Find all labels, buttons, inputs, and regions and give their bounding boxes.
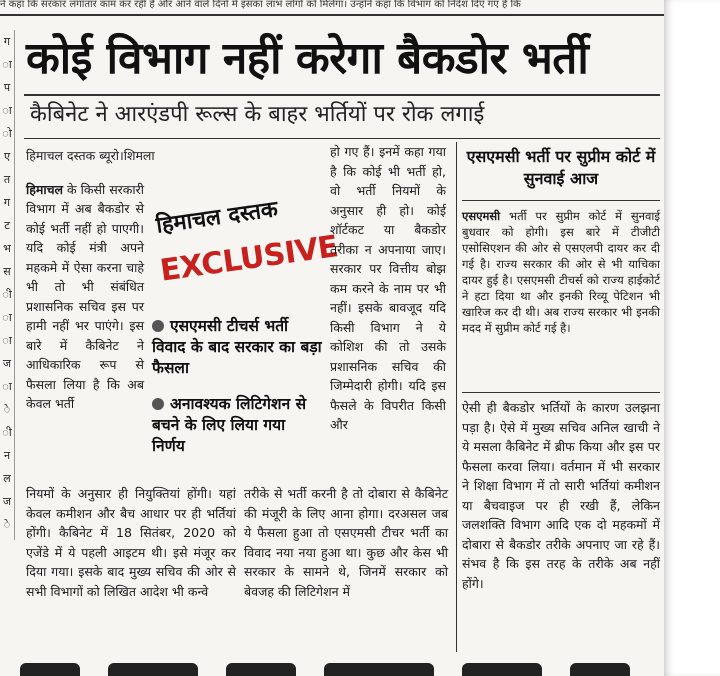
margin-fragment: प — [3, 81, 11, 94]
sidebox-body: एसएमसी भर्ती पर सुप्रीम कोर्ट में सुनवाई बुधवार को होगी। इस बारे में टीजीटी एसोसिएशन की ओर से एसएलपी दायर कर दी गई है। राज्य सरकार की ओर से भी याचिका दायर हुई है। एसएमसी टीचर्स को राज्य हाईकोर्ट ने हटा दिया था और इनकी रिव्यू पेटिशन भी खारिज कर दी थी। अब राज्य सरकार भी इनकी मदद में सुप्रीम कोर्ट गई है। — [462, 209, 661, 335]
top-cut-text: ने कहा कि सरकार लगातार काम कर रही है और आने वाले दिनों में इसका लाभ लोगों को मिलेगा। उन्होंने कहा कि विभाग को निर्देश दिए गए हैं कि — [0, 0, 664, 16]
margin-fragment: न — [3, 449, 11, 462]
margin-fragment: ल — [3, 472, 11, 485]
margin-fragment: भ — [3, 242, 11, 255]
margin-fragment: ा — [2, 104, 12, 117]
margin-fragment: स — [3, 265, 11, 278]
sidebox-title: एसएमसी भर्ती पर सुप्रीम कोर्ट में सुनवाई आज — [466, 147, 656, 188]
sidebox-bottom-rule — [462, 392, 660, 393]
margin-fragment: ए — [3, 150, 11, 163]
page-edge-background — [664, 0, 720, 676]
margin-fragment: ी — [2, 426, 12, 439]
article-column-1-bottom: नियमों के अनुसार ही नियुक्तियां होंगी। यहां केवल कमीशन और बैच आधार पर ही भर्तियां होंगी। कैबिनेट में 18 सितंबर, 2020 को एजेंडे में ये पहली आइटम थी। इसे मंजूर कर दिया गया। इसके बाद मुख्य सचिव की ओर से सभी विभागों को लिखित आदेश भी कन्वे — [26, 486, 236, 599]
left-margin-cut-text — [0, 30, 15, 540]
bullet-icon — [152, 398, 164, 410]
logo-exclusive-tag: EXCLUSIVE — [158, 229, 341, 289]
article-column-3: ऐसी ही बैकडोर भर्तियों के कारण उलझना पड़ा है। ऐसे में मुख्य सचिव अनिल खाची ने ये मसला कैबिनेट में ब्रीफ किया और इस पर फैसला करवा लिया। वर्तमान में भी सरकार ने शिक्षा विभाग में तो सारी भर्तियां कमीशन या बैचवाइज पर ही रखी हैं, लेकिन जलशक्ति विभाग आदि एक दो महकमों में दोबारा से बैकडोर तरीके अपनाए जा रहे हैं। संभव है कि इस तरह के तरीके अब नहीं होंगे। — [462, 400, 660, 591]
article-column-1-top — [26, 146, 155, 414]
margin-fragment: ज — [2, 495, 12, 508]
margin-fragment: े — [3, 403, 11, 416]
subhead-rule — [24, 138, 660, 139]
margin-fragment: ग — [3, 35, 11, 48]
sidebox-lead-word: एसएमसी — [462, 209, 501, 223]
column-divider — [456, 142, 457, 652]
margin-fragment: ी — [2, 288, 12, 301]
margin-fragment: ा — [2, 58, 12, 71]
margin-fragment: ज — [2, 357, 12, 370]
sidebox-divider — [462, 200, 660, 201]
headline-rule — [24, 94, 660, 96]
margin-fragment: त — [3, 173, 11, 186]
subheadline: कैबिनेट ने आरएंडपी रूल्स के बाहर भर्तियों पर रोक लगाई — [30, 102, 485, 127]
dateline — [26, 146, 236, 166]
bullet-icon — [152, 320, 164, 332]
article-column-2-top: हो गए हैं। इनमें कहा गया है कि कोई भी भर्ती हो, वो भर्ती नियमों के अनुसार ही हो। कोई शॉर्टकट या बैकडोर तरीका न अपनाया जाए। सरकार पर वित्तीय बोझ कम करने के नाम पर भी नहीं। इसके बावजूद यदि किसी विभाग ने ये कोशिश की तो उसके प्रशासनिक सचिव की जिम्मेदारी होगी। यदि इस फैसले के विपरीत किसी और — [330, 144, 446, 432]
dateline-bureau: हिमाचल दस्तक ब्यूरो। — [26, 148, 124, 163]
margin-fragment: ो — [2, 127, 12, 140]
logo-brand: हिमाचल दस्तक — [154, 196, 280, 239]
lead-word: हिमाचल — [26, 181, 64, 197]
margin-fragment: ा — [2, 380, 12, 393]
highlight-2: अनावश्यक लिटिगेशन से बचने के लिए लिया गया निर्णय — [152, 395, 307, 455]
dateline-place: शिमला — [123, 148, 155, 163]
margin-fragment: ा — [2, 334, 12, 347]
margin-fragment: ग — [3, 196, 11, 209]
exclusive-logo — [154, 196, 341, 302]
headline: कोई विभाग नहीं करेगा बैकडोर भर्ती — [26, 33, 589, 84]
margin-fragment: ा — [2, 311, 12, 324]
article-column-2-bottom: तरीके से भर्ती करनी है तो दोबारा से कैबिनेट की मंजूरी के लिए आना होगा। दरअसल जब ये फैसला हुआ तो एसएमसी टीचर भर्ती का विवाद नया नया हुआ था। कुछ और केस भी सरकार के सामने थे, जिनमें सरकार को बेवजह की लिटिगेशन में — [244, 486, 448, 599]
bottom-cut-headline — [20, 662, 660, 676]
article-paragraph: हिमाचल के किसी सरकारी विभाग में अब बैकडोर से कोई भर्ती नहीं हो पाएगी। यदि कोई मंत्री अपने महकमे में ऐसा करना चाहे भी तो भी संबंधित प्रशासनिक सचिव इस पर हामी नहीं भर पाएंगे। इस बारे में कैबिनेट ने आधिकारिक रूप से फैसला लिया है कि अब केवल भर्ती — [26, 181, 144, 411]
highlight-1: एसएमसी टीचर्स भर्ती विवाद के बाद सरकार का बड़ा फैसला — [152, 317, 322, 377]
margin-fragment: ट — [4, 219, 10, 232]
margin-fragment: े — [3, 518, 11, 531]
